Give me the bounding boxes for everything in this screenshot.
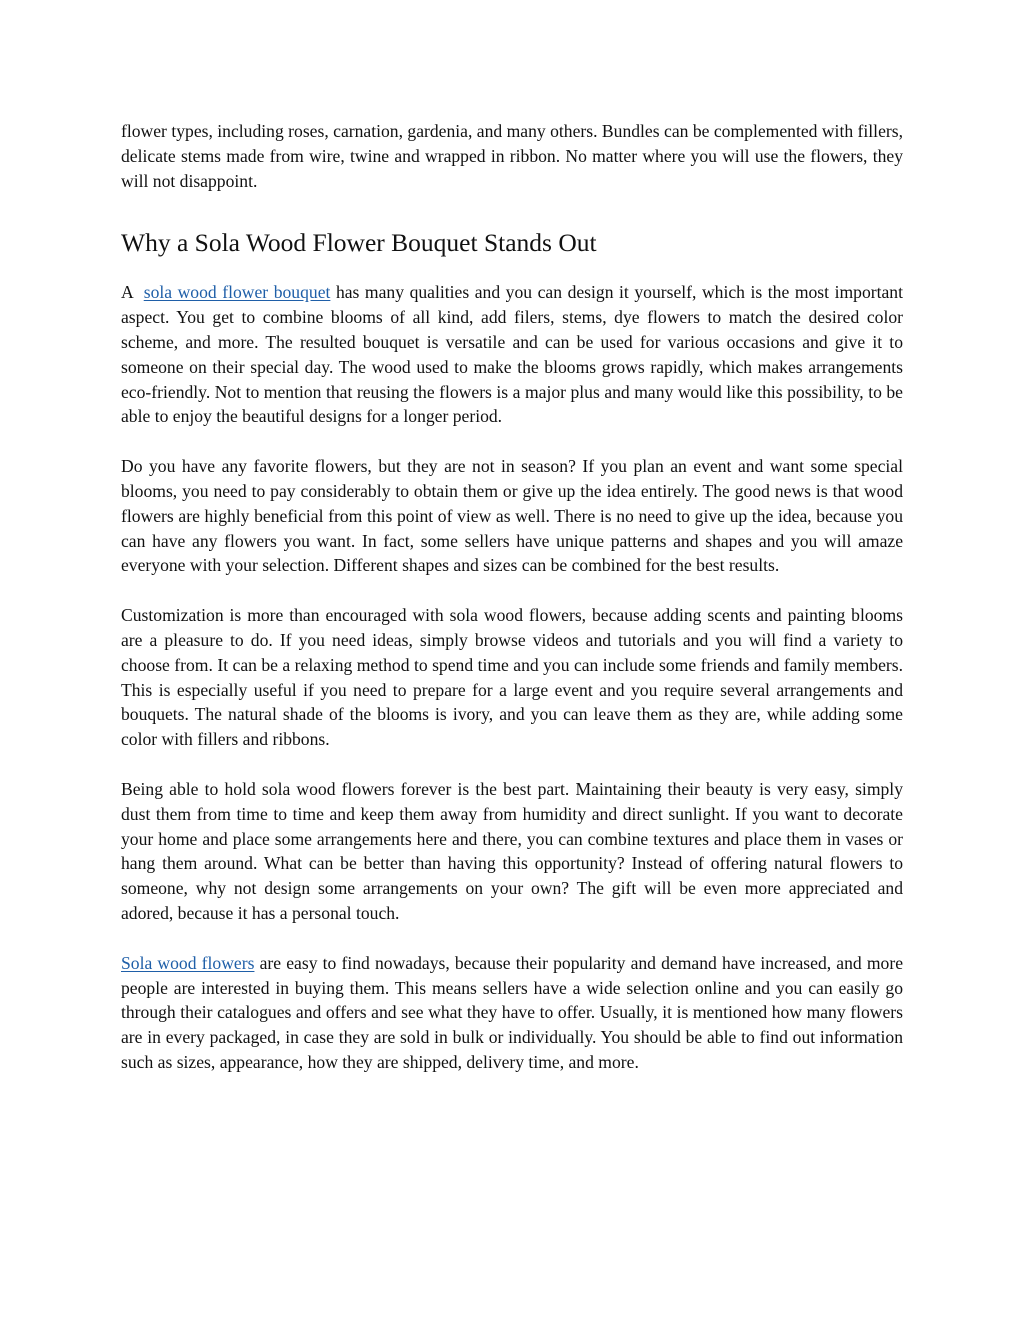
paragraph-1 [121, 280, 903, 429]
paragraph-5 [121, 951, 903, 1075]
document-page [121, 119, 903, 1075]
paragraph-3 [121, 603, 903, 752]
sola-wood-flower-bouquet-link[interactable]: sola wood flower bouquet [143, 282, 331, 303]
intro-paragraph [121, 119, 903, 193]
sola-wood-flowers-link[interactable]: Sola wood flowers [121, 952, 255, 973]
paragraph-1-lead: A [121, 282, 134, 303]
paragraph-4-text: Being able to hold sola wood flowers forever is the best part. Maintaining their beauty is very easy, simply dust them from time to time and keep them away from humidity and direct sunlight. If you want to decorate your home and place some arrangements here and there, you can combine textures and place them in vases or hang them around. What can be better than having this opportunity? Instead of offering natural flowers to someone, why not design some arrangements on your own? The gift will be even more appreciated and adored, because it has a personal touch. [121, 778, 903, 923]
paragraph-2-text: Do you have any favorite flowers, but they are not in season? If you plan an event and want some special blooms, you need to pay considerably to obtain them or give up the idea entirely. The good news is that wood flowers are highly beneficial from this point of view as well. There is no need to give up the idea, because you can have any flowers you want. In fact, some sellers have unique patterns and shapes and you will amaze everyone with your selection. Different shapes and sizes can be combined for the best results. [121, 456, 903, 576]
paragraph-5-text: are easy to find nowadays, because their popularity and demand have increased, and more people are interested in buying them. This means sellers have a wide selection online and you can easily go through their catalogues and offers and see what they have to offer. Usually, it is mentioned how many flowers are in every packaged, in case they are sold in bulk or individually. You should be able to find out information such as sizes, appearance, how they are shipped, delivery time, and more. [121, 952, 904, 1072]
paragraph-4 [121, 777, 903, 926]
section-heading: Why a Sola Wood Flower Bouquet Stands Out [121, 228, 597, 258]
paragraph-2 [121, 454, 903, 578]
intro-text: flower types, including roses, carnation, gardenia, and many others. Bundles can be complemented with fillers, delicate stems made from wire, twine and wrapped in ribbon. No matter where you will use the flowers, they will not disappoint. [121, 121, 903, 191]
paragraph-1-text: has many qualities and you can design it yourself, which is the most important aspect. You get to combine blooms of all kind, add filers, stems, dye flowers to match the desired color scheme, and more. The resulted bouquet is versatile and can be used for various occasions and give it to someone on their special day. The wood used to make the blooms grows rapidly, which makes arrangements eco-friendly. Not to mention that reusing the flowers is a major plus and many would like this possibility, to be able to enjoy the beautiful designs for a longer period. [121, 282, 903, 427]
paragraph-3-text: Customization is more than encouraged with sola wood flowers, because adding scents and painting blooms are a pleasure to do. If you need ideas, simply browse videos and tutorials and you will find a variety to choose from. It can be a relaxing method to spend time and you can include some friends and family members. This is especially useful if you need to prepare for a large event and you require several arrangements and bouquets. The natural shade of the blooms is ivory, and you can leave them as they are, while adding some color with fillers and ribbons. [121, 605, 903, 750]
